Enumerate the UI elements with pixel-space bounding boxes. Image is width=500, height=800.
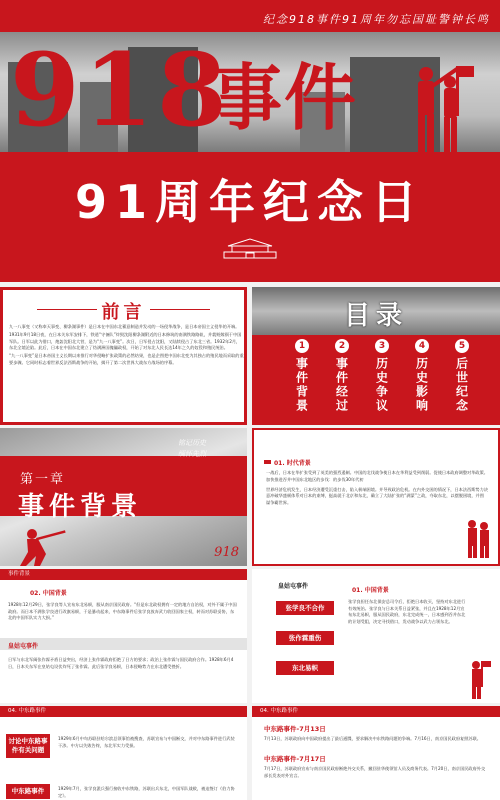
- contents-list: [282, 339, 482, 421]
- background-slide-3[interactable]: [252, 569, 500, 703]
- soldier-silhouette-icon: [466, 659, 492, 699]
- hero-big-number: 918: [10, 31, 231, 149]
- contents-item-number: 1: [295, 339, 309, 353]
- topic-tag[interactable]: 张作霖重伤: [276, 631, 334, 645]
- soldier-silhouette-icon: [18, 526, 78, 566]
- contents-item[interactable]: [402, 339, 442, 421]
- preface-text: [9, 324, 244, 368]
- contents-item-label: 事件背景: [294, 357, 309, 413]
- question-label: 中东路事件: [6, 784, 50, 799]
- chapter-slogan-line: 铭记历史: [178, 439, 206, 447]
- zhongdong-slide-1[interactable]: [0, 706, 247, 800]
- contents-title: 目录: [343, 301, 408, 331]
- preface-title: 前言: [101, 302, 146, 323]
- contents-item-number: 4: [415, 339, 429, 353]
- contents-slide[interactable]: [252, 287, 500, 425]
- date-title: 中东路事件-7月13日: [264, 725, 326, 733]
- contents-item-label: 事件经过: [334, 357, 349, 413]
- section-text: 张学良担任东北保安总司令后，拒绝日本收买，坚持对东北进行有效统治。张学良与日本关系日益紧张，并且在1928年12月宣布东北易帜，服从国民政府，东北完成统一，日本感到吞并东北的计划受阻，决定寻找借口，发动战争以武力占领东北。: [348, 599, 466, 624]
- slide-header: 事件背景: [0, 569, 247, 580]
- preface-card: [0, 287, 247, 425]
- hero-big-word: 事件: [210, 56, 359, 140]
- chapter-slogan-line: 缅怀先烈: [178, 450, 206, 458]
- contents-item[interactable]: [282, 339, 322, 421]
- chapter-number-mark: 918: [214, 545, 239, 560]
- question-label: 讨论中东路事件有关问题: [6, 734, 50, 758]
- zhongdong-slide-2[interactable]: [252, 706, 500, 800]
- section-text: 1929年6月中旬苏联驻哈尔滨总领事馆被搜查，苏联宣布与中国断交，并对中东路事件进行武装干涉。中方以失败告终，东北军实力受损。: [58, 736, 235, 748]
- soldier-silhouette-icon: [398, 62, 478, 157]
- chapter-slogan: [178, 438, 206, 460]
- contents-item-label: 历史影响: [414, 357, 429, 413]
- section-marker: [264, 460, 271, 464]
- date-title: 中东路事件-7月17日: [264, 755, 326, 763]
- contents-item-label: 历史争议: [374, 357, 389, 413]
- section-text: 日军与东北军阀张作霖矛盾日益突出，经济上张作霖政府拒绝了日方的要求；政治上张作霖与国民政府合作。1928年6月4日，日本关东军在皇姑屯设伏炸死了张作霖。此后张学良易帜，日本侵略势力在东北遭受挫折。: [8, 657, 234, 669]
- background-slide-1[interactable]: [252, 428, 500, 566]
- title-line-right: [150, 309, 210, 310]
- contents-item-label: 后世纪念: [454, 357, 469, 413]
- tiananmen-icon: [220, 236, 280, 260]
- section-paragraph: 一战后，日本在华扩张受到了英美的强烈遏制。中国的北伐战争使日本在华利益受到削弱。促使日本政府调整对华政策。加快推进吞并中国东北地区的步伐：的步伐30年代初: [266, 470, 488, 482]
- slide-header: 皇姑屯事件: [278, 583, 309, 590]
- contents-item-number: 2: [335, 339, 349, 353]
- preface-slide[interactable]: [0, 287, 247, 425]
- contents-item[interactable]: [442, 339, 482, 421]
- preface-paragraph: 1931年9月18日夜，在日本关东军安排下，铁道“守备队”炸毁沈阳柳条湖附近的日本修筑的南满铁路路轨，并栽赃嫁祸于中国军队。日军以此为借口，炮轰沈阳北大营，是为“九一八事变”。次日，日军侵占沈阳，又陆续侵占了东北三省。1932年2月，东北全境沦陷。此后，日本在中国东北建立了伪满洲国傀儡政权，开始了对东北人民长达14年之久的奴役和殖民统治。: [9, 332, 242, 350]
- chapter-number: 第一章: [20, 472, 66, 487]
- topic-tag[interactable]: 东北易帜: [276, 661, 334, 675]
- preface-paragraph: 九一八事变（又称奉天事变、柳条湖事件）是日本在中国东北蓄意制造并发动的一场侵华战争，是日本帝国主义侵华的开端。: [9, 324, 240, 329]
- background-slide-2[interactable]: [0, 569, 247, 703]
- chapter-one-slide[interactable]: [0, 428, 247, 566]
- section-title: 01. 中国背景: [352, 587, 389, 594]
- contents-item-number: 3: [375, 339, 389, 353]
- section-text: 1929年7月，张学良派兵强行接收中东铁路，苏联出兵东北，中国军队战败，被迫签订《伯力协定》。: [58, 786, 235, 798]
- soldier-silhouette-icon: [462, 518, 492, 558]
- slide-header: 04. 中东路事件: [252, 706, 500, 717]
- section-title: 皇姑屯事件: [8, 643, 39, 650]
- section-title: 02. 中国背景: [30, 590, 67, 597]
- topic-tag[interactable]: 张学良不合作: [276, 601, 334, 615]
- section-title: 01. 时代背景: [274, 460, 311, 467]
- contents-item-number: 5: [455, 339, 469, 353]
- section-text: 1928年12月29日，张学良等人宣布东北易帜，服从南京国民政府。“但是东北政权拥有一定的地方自治权，对外不属于中国政府。而日本不满张学良进行改旗易帜，于是暴动起来，中东路事件后张学良放弃武力收回国家主权，转而对苏联妥协，东北的中国军队实力大损。”: [8, 602, 237, 621]
- slide-header: 04. 中东路事件: [0, 706, 247, 717]
- section-text: [266, 470, 488, 510]
- contents-item[interactable]: [362, 339, 402, 421]
- chapter-title: 事件背景: [18, 492, 143, 522]
- hero-title: 91周年纪念日: [74, 175, 425, 229]
- section-text: 7月13日，苏联政府向中国政府提出了最后通牒，要求解决中东铁路问题的争端。7月16日，南京国民政府复照苏联。: [264, 736, 481, 741]
- section-paragraph: 世界经济危机发生，日本经济遭受沉重打击，陷入极端困境。并导致政治危机。在内外交困的情况下，日本法西斯势力决意冲破华盛顿体系对日本的束缚，挺高就于北京和东北，确立了大陆扩张的“满蒙”之政，夺取东北，以摆脱困境，并图谋争霸世界。: [266, 486, 488, 506]
- preface-paragraph: “九一八事变”是日本帝国主义长期以来推行对华侵略扩张政策的必然结果，也是企图把中国东北变为其独占的殖民地而采取的重要步骤。它同时标志着世界反法西斯战争的开始，揭开了第二次世界大战东方战场的序幕。: [9, 353, 244, 365]
- hero-top-slogan: 纪念918事件91周年勿忘国耻警钟长鸣: [263, 13, 490, 26]
- contents-item[interactable]: [322, 339, 362, 421]
- hero-slide[interactable]: [0, 0, 500, 282]
- section-text: 7月17日，苏联政府宣布与南京国民政府断绝外交关系，撤回驻华使领馆人员及商务代表。7月20日，南京国民政府外交部长发表对外宣言。: [264, 766, 486, 778]
